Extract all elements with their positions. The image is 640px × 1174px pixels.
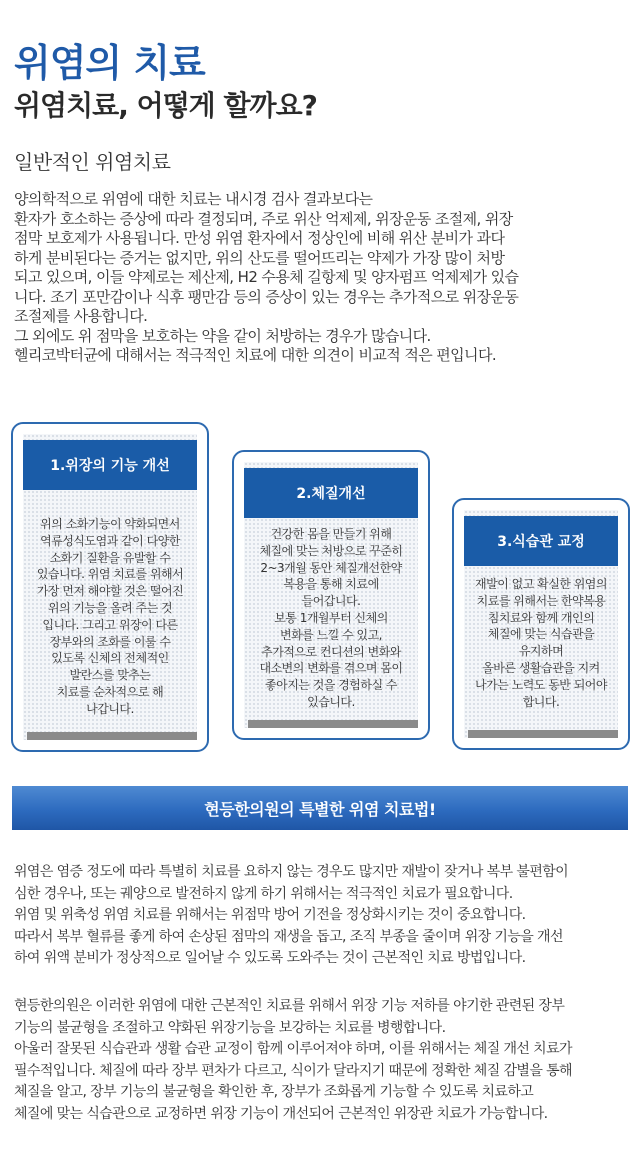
special-treatment-text-2	[14, 996, 630, 1126]
card-line: 보통 1개월부터 신체의	[274, 610, 388, 625]
text-line: 필수적입니다. 체질에 따라 장부 편차가 다르고, 식이가 달라지기 때문에 정확한 체질 감별을 통해	[14, 1062, 572, 1079]
page-title: 위염의 치료	[14, 41, 205, 85]
card-line: 치료를 위해서는 한약복용	[476, 593, 606, 608]
card-line: 위의 기능을 올려 주는 것	[47, 600, 173, 615]
card-shadow	[468, 730, 618, 738]
card-text	[464, 576, 618, 710]
card-title: 3.식습관 교정	[464, 516, 618, 566]
card-constitution	[232, 450, 430, 740]
card-line: 위의 소화기능이 약화되면서	[40, 517, 180, 531]
card-text	[23, 516, 197, 718]
text-line: 체질을 알고, 장부 기능의 불균형을 확인한 후, 장부가 조화롭게 기능할 수 있도록 치료하고	[14, 1084, 534, 1101]
card-line: 나가는 노력도 동반 되어야	[475, 677, 607, 692]
card-line: 가장 먼저 해야할 것은 떨어진	[36, 584, 184, 599]
card-title: 1.위장의 기능 개선	[23, 440, 197, 490]
card-line: 복용을 통해 치료에	[283, 577, 379, 592]
card-line: 있도록 신체의 전체적인	[51, 651, 169, 666]
text-line: 니다. 조기 포만감이나 식후 팽만감 등의 증상이 있는 경우는 추가적으로 위장운동	[14, 287, 519, 306]
card-line: 침치료와 함께 개인의	[487, 610, 595, 625]
text-line: 체질에 맞는 식습관으로 교정하면 위장 기능이 개선되어 근본적인 위장관 치료가 가능합니다.	[14, 1105, 548, 1122]
text-line: 되고 있으며, 이들 약제로는 제산제, H2 수용체 길항제 및 양자펌프 억제제가 있습	[14, 268, 519, 286]
card-shadow	[27, 732, 197, 740]
card-shadow	[248, 720, 418, 728]
text-line: 위염은 염증 정도에 따라 특별히 치료를 요하지 않는 경우도 많지만 재발이 잦거나 복부 불편함이	[14, 864, 569, 880]
text-line: 조절제를 사용합니다.	[14, 307, 148, 325]
card-line: 있습니다.	[307, 694, 355, 709]
text-line: 하게 분비된다는 증거는 없지만, 위의 산도를 떨어뜨리는 약제가 가장 많이 처방	[14, 248, 505, 267]
card-title: 2.체질개선	[244, 468, 418, 518]
card-line: 들어갑니다.	[301, 594, 361, 609]
general-treatment-text	[14, 190, 630, 366]
text-line: 하여 위액 분비가 정상적으로 일어날 수 있도록 도와주는 것이 근본적인 치료 방법입니다.	[14, 950, 526, 967]
text-line: 기능의 불균형을 조절하고 약화된 위장기능을 보강하는 치료를 병행합니다.	[14, 1019, 446, 1036]
card-line: 소화기 질환을 유발할 수	[49, 550, 171, 565]
card-text	[244, 526, 418, 711]
card-line: 추가적으로 컨디션의 변화와	[261, 644, 401, 659]
card-line: 대소변의 변화를 겪으며 몸이	[259, 661, 403, 676]
card-line: 2~3개월 동안 체질개선한약	[260, 560, 402, 575]
card-line: 재발이 없고 확실한 위염의	[475, 577, 607, 591]
card-line: 합니다.	[522, 694, 560, 709]
card-line: 유지하며	[518, 644, 564, 659]
text-line: 위염 및 위축성 위염 치료를 위해서는 위점막 방어 기전을 정상화시키는 것이 중요합니다.	[14, 907, 526, 924]
text-line: 따라서 복부 혈류를 좋게 하여 손상된 점막의 재생을 돕고, 조직 부종을 줄이며 위장 기능을 개선	[14, 928, 563, 945]
card-line: 올바른 생활습관을 지켜	[482, 660, 600, 675]
text-line: 현등한의원은 이러한 위염에 대한 근본적인 치료를 위해서 위장 기능 저하를 야기한 관련된 장부	[14, 998, 565, 1014]
page-subtitle: 위염치료, 어떻게 할까요?	[14, 89, 317, 122]
text-line: 아울러 잘못된 식습관과 생활 습관 교정이 함께 이루어져야 하며, 이를 위해서는 체질 개선 치료가	[14, 1041, 572, 1058]
card-line: 있습니다. 위염 치료를 위해서	[36, 567, 184, 582]
card-line: 입니다. 그리고 위장이 다른	[42, 617, 178, 632]
text-line: 그 외에도 위 점막을 보호하는 약을 같이 처방하는 경우가 많습니다.	[14, 326, 431, 345]
special-treatment-banner: 현등한의원의 특별한 위염 치료법!	[12, 786, 628, 830]
card-line: 체질에 맞는 처방으로 꾸준히	[259, 543, 403, 558]
card-stomach-function	[11, 422, 209, 752]
card-line: 좋아지는 것을 경험하실 수	[265, 678, 397, 693]
card-line: 건강한 몸을 만들기 위해	[270, 527, 392, 541]
text-line: 환자가 호소하는 증상에 따라 결정되며, 주로 위산 억제제, 위장운동 조절제, 위장	[14, 209, 513, 228]
card-line: 장부와의 조화를 이룰 수	[49, 634, 171, 649]
card-line: 체질에 맞는 식습관을	[487, 627, 595, 642]
card-diet-habits	[452, 498, 630, 750]
card-line: 치료를 순차적으로 해	[56, 684, 164, 699]
section-heading-general: 일반적인 위염치료	[14, 150, 171, 174]
card-line: 발란스를 맞추는	[69, 668, 151, 683]
card-line: 나갑니다.	[86, 701, 134, 716]
special-treatment-text-1	[14, 862, 630, 970]
text-line: 양의학적으로 위염에 대한 치료는 내시경 검사 결과보다는	[14, 190, 373, 208]
text-line: 점막 보호제가 사용됩니다. 만성 위염 환자에서 정상인에 비해 위산 분비가 과다	[14, 229, 505, 247]
card-line: 역류성식도염과 같이 다양한	[40, 533, 180, 548]
text-line: 헬리코박터균에 대해서는 적극적인 치료에 대한 의견이 비교적 적은 편입니다.	[14, 346, 496, 364]
card-line: 변화를 느낄 수 있고,	[280, 627, 382, 642]
text-line: 심한 경우나, 또는 궤양으로 발전하지 않게 하기 위해서는 적극적인 치료가 필요합니다.	[14, 885, 513, 902]
